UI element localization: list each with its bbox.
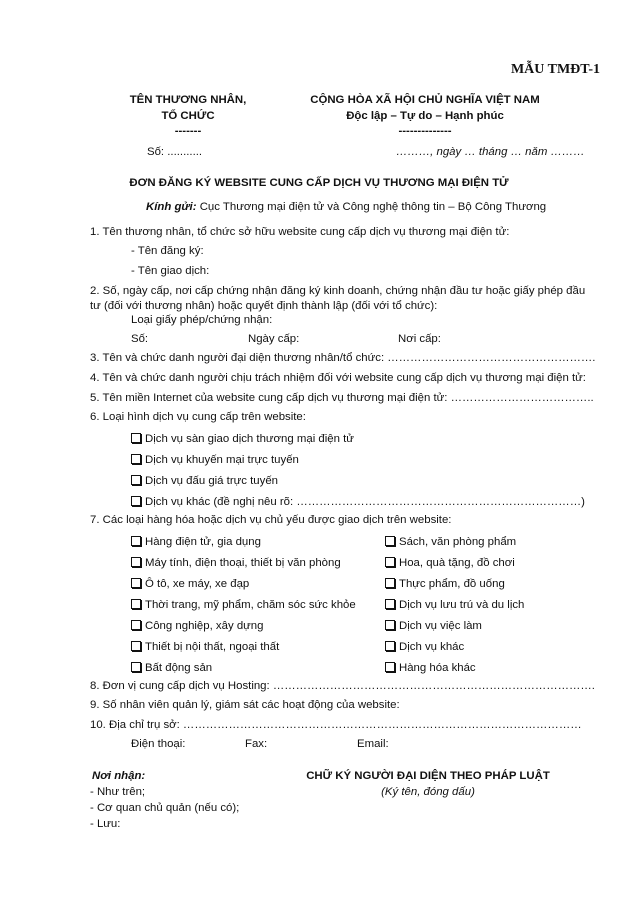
goods-option-left-5[interactable]: Thiết bị nội thất, ngoại thất xyxy=(131,641,279,653)
document-date: ………, ngày … tháng … năm ……… xyxy=(396,146,585,158)
goods-option-left-3[interactable]: Thời trang, mỹ phẩm, chăm sóc sức khỏe xyxy=(131,599,356,611)
item-2: 2. Số, ngày cấp, nơi cấp chứng nhận đăng ký kinh doanh, chứng nhận đầu tư hoặc giấy phép đầu tư (đối với thương nhân) hoặc quyết định thành lập (đối với tổ chức): xyxy=(90,285,586,312)
form-code: MẪU TMĐT-1 xyxy=(510,62,600,77)
item-4: 4. Tên và chức danh người chịu trách nhiệm đối với website cung cấp dịch vụ thương mại điện tử: xyxy=(90,372,586,384)
recipient-item-2: - Cơ quan chủ quản (nếu có); xyxy=(90,802,240,814)
item-2-number: Số: xyxy=(131,333,149,345)
page-title: ĐƠN ĐĂNG KÝ WEBSITE CUNG CẤP DỊCH VỤ THƯƠNG MẠI ĐIỆN TỬ xyxy=(129,177,509,189)
checkbox-icon[interactable] xyxy=(385,662,395,672)
signature-title: CHỮ KÝ NGƯỜI ĐẠI DIỆN THEO PHÁP LUẬT xyxy=(306,770,550,782)
checkbox-icon[interactable] xyxy=(131,641,141,651)
item-2-license-type: Loại giấy phép/chứng nhận: xyxy=(131,314,273,326)
service-option-1[interactable]: Dịch vụ khuyến mại trực tuyến xyxy=(131,454,299,466)
organization-header xyxy=(108,93,268,140)
national-name: CỘNG HÒA XÃ HỘI CHỦ NGHĨA VIỆT NAM xyxy=(310,94,540,106)
checkbox-icon[interactable] xyxy=(131,536,141,546)
item-1-registered-name: - Tên đăng ký: xyxy=(131,245,204,257)
national-header xyxy=(300,93,550,140)
fax-label: Fax: xyxy=(245,738,268,750)
goods-option-left-2[interactable]: Ô tô, xe máy, xe đạp xyxy=(131,578,249,590)
org-divider: ------- xyxy=(174,125,202,137)
document-number: Số: ........... xyxy=(147,146,203,158)
item-2-issue-place: Nơi cấp: xyxy=(398,333,441,345)
checkbox-icon[interactable] xyxy=(131,454,141,464)
goods-option-left-4[interactable]: Công nghiệp, xây dựng xyxy=(131,620,263,632)
goods-option-left-6[interactable]: Bất động sản xyxy=(131,662,212,674)
checkbox-icon[interactable] xyxy=(385,578,395,588)
email-label: Email: xyxy=(357,738,389,750)
checkbox-icon[interactable] xyxy=(131,599,141,609)
goods-option-right-6[interactable]: Hàng hóa khác xyxy=(385,662,476,674)
checkbox-icon[interactable] xyxy=(131,475,141,485)
signature-note: (Ký tên, đóng dấu) xyxy=(381,786,475,798)
recipient-label: Kính gửi: xyxy=(146,201,197,213)
checkbox-icon[interactable] xyxy=(385,536,395,546)
item-8: 8. Đơn vị cung cấp dịch vụ Hosting: …………………………………………………………………………. xyxy=(90,680,595,692)
checkbox-icon[interactable] xyxy=(385,599,395,609)
item-5: 5. Tên miền Internet của website cung cấp dịch vụ thương mại điện tử: ……………………………….. xyxy=(90,392,594,404)
service-option-2[interactable]: Dịch vụ đấu giá trực tuyến xyxy=(131,475,278,487)
phone-label: Điện thoại: xyxy=(131,738,186,750)
service-option-3[interactable]: Dịch vụ khác (đề nghị nêu rõ: …………………………………………………………………) xyxy=(131,496,585,508)
national-motto: Độc lập – Tự do – Hạnh phúc xyxy=(346,109,504,122)
checkbox-icon[interactable] xyxy=(131,496,141,506)
recipient-line xyxy=(146,201,546,213)
goods-option-right-2[interactable]: Thực phẩm, đồ uống xyxy=(385,578,505,590)
checkbox-icon[interactable] xyxy=(131,578,141,588)
org-name-line1: TÊN THƯƠNG NHÂN, xyxy=(129,94,247,106)
recipient-value: Cục Thương mại điện tử và Công nghệ thông tin – Bộ Công Thương xyxy=(196,201,547,213)
item-1-trade-name: - Tên giao dịch: xyxy=(131,265,210,277)
goods-option-right-0[interactable]: Sách, văn phòng phẩm xyxy=(385,536,516,548)
checkbox-icon[interactable] xyxy=(131,662,141,672)
recipient-item-3: - Lưu: xyxy=(90,818,121,830)
item-7: 7. Các loại hàng hóa hoặc dịch vụ chủ yếu được giao dịch trên website: xyxy=(90,514,452,526)
service-option-0[interactable]: Dịch vụ sàn giao dịch thương mại điện tử xyxy=(131,433,354,445)
checkbox-icon[interactable] xyxy=(131,557,141,567)
goods-option-right-5[interactable]: Dịch vụ khác xyxy=(385,641,464,653)
checkbox-icon[interactable] xyxy=(385,557,395,567)
goods-option-right-1[interactable]: Hoa, quà tặng, đồ chơi xyxy=(385,557,515,569)
item-2-issue-date: Ngày cấp: xyxy=(248,333,300,345)
goods-option-right-3[interactable]: Dịch vụ lưu trú và du lịch xyxy=(385,599,524,611)
goods-option-right-4[interactable]: Dịch vụ việc làm xyxy=(385,620,482,632)
item-3: 3. Tên và chức danh người đại diện thương nhân/tổ chức: ………………………………………………. xyxy=(90,352,596,364)
checkbox-icon[interactable] xyxy=(131,433,141,443)
national-divider: -------------- xyxy=(398,125,452,137)
checkbox-icon[interactable] xyxy=(131,620,141,630)
org-name-line2: TỔ CHỨC xyxy=(161,109,215,122)
item-1: 1. Tên thương nhân, tổ chức sở hữu website cung cấp dịch vụ thương mại điện tử: xyxy=(90,226,510,238)
checkbox-icon[interactable] xyxy=(385,641,395,651)
recipients-heading: Nơi nhận: xyxy=(92,770,146,782)
goods-option-left-0[interactable]: Hàng điện tử, gia dụng xyxy=(131,536,261,548)
goods-option-left-1[interactable]: Máy tính, điện thoại, thiết bị văn phòng xyxy=(131,557,341,569)
item-6: 6. Loại hình dịch vụ cung cấp trên website: xyxy=(90,411,306,423)
item-10: 10. Địa chỉ trụ sở: …………………………………………………………………………………………… xyxy=(90,719,582,731)
checkbox-icon[interactable] xyxy=(385,620,395,630)
recipient-item-1: - Như trên; xyxy=(90,786,146,798)
item-9: 9. Số nhân viên quản lý, giám sát các hoạt động của website: xyxy=(90,699,400,711)
